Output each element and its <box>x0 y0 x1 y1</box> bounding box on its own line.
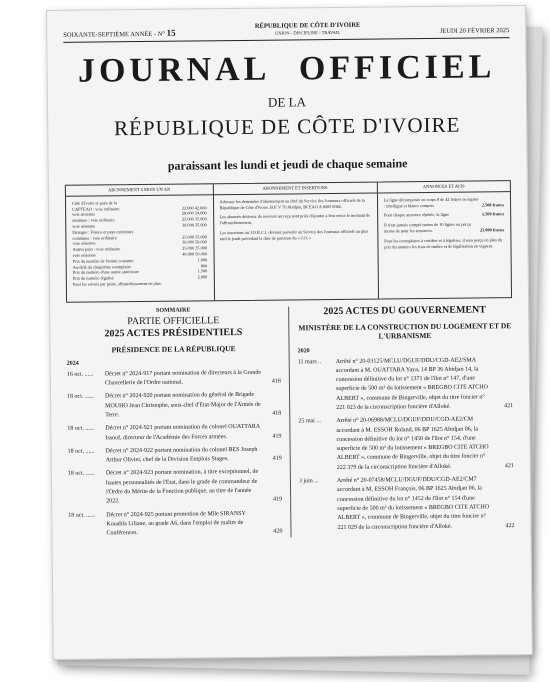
rate-1an: 35.000 <box>195 233 207 240</box>
rate-label: Pour les envois par poste, affranchissement en plus. <box>72 280 162 287</box>
rate-label: voie aérienne <box>72 252 96 258</box>
insertions-text-1: Adresser les demandes d'abonnement au chef du Service des Journaux officiels de la République de Côte d'Ivoire, B.P. V 70 Abidjan, BCEAO A 8005 0082. <box>219 197 365 210</box>
entry-date: 18 oct. ...... <box>67 393 94 401</box>
rate-6mois: 25.000 <box>182 234 195 240</box>
entry-text: Décret n° 2024-923 portant nomination, à titre exceptionnel, de hautes personnalités de l'Etat, dans le grade de commandeur de l'Ordre du Mérite de la Fonction publique, au titre de l'année 2022. <box>105 469 259 505</box>
entry-date: 18 oct. ...... <box>67 470 95 478</box>
annonce-rate-row <box>384 221 504 234</box>
entry-page: 421 <box>504 403 514 410</box>
entries-right <box>298 356 515 534</box>
entry-text: Décret n° 2024-920 portant nomination du général de Brigade MOUHO Jean Christophe, sous-chef d'Etat-Major de l'Armée de Terre. <box>105 392 261 419</box>
partie-officielle: PARTIE OFFICIELLE <box>127 314 220 327</box>
annonce-label: Pour chaque annonce répétée, la ligne <box>383 212 450 218</box>
rate-1an: 50.000 <box>195 251 208 257</box>
rate-label: voie aérienne <box>72 223 96 229</box>
presidence-heading: PRÉSIDENCE DE LA RÉPUBLIQUE <box>111 343 236 355</box>
insertions-column <box>212 182 377 300</box>
entry-page: 418 <box>271 378 281 385</box>
entry-page: 419 <box>272 455 282 462</box>
actes-gouvernement: 2025 ACTES DU GOUVERNEMENT <box>323 304 486 317</box>
journal-page <box>46 5 533 660</box>
entry-date: 18 oct. ...... <box>67 425 95 433</box>
entry-text: Décret n° 2024-925 portant promotion de Mlle SIRANSY Kouabla Liliane, au grade A6, dans l'emploi de maître de Conférences. <box>106 510 246 537</box>
rate-label: ommune : voie ordinaire <box>72 217 115 223</box>
rate-label: Etranger : France et pays extérieurs <box>72 228 134 235</box>
journal-title: JOURNAL OFFICIEL <box>77 48 496 90</box>
annonce-label: La ligne décomposée en corps 8 de 42 lettres ou signes : interligne et blancs compris <box>383 196 479 209</box>
entry-page: 419 <box>273 496 283 503</box>
rate-values <box>182 222 207 228</box>
rate-6mois: 25.000 <box>181 216 194 222</box>
rate-6mois: 40.000 <box>182 251 195 257</box>
annonces-column <box>377 181 511 298</box>
entry-date: 18 oct. ...... <box>67 448 95 455</box>
header-bar <box>63 20 509 42</box>
entry-text: Décret n° 2024-922 portant nomination du colonel BES Joseph Arthur Olivier, chef de la Division Emplois Stages. <box>105 446 258 464</box>
rate-label: Autres pays : voie ordinaire <box>72 246 121 252</box>
sommaire-entry <box>68 509 282 539</box>
entry-date: 16 oct. ...... <box>66 371 94 378</box>
country-name: RÉPUBLIQUE DE CÔTE D'IVOIRE <box>113 112 461 141</box>
entry-text: Décret n° 2024-917 portant nomination de directeurs à la Grande Chancellerie de l'Ordre national. <box>104 369 262 387</box>
sommaire-columns <box>66 304 514 539</box>
subscription-info-box <box>65 180 512 303</box>
entry-page: 420 <box>273 528 283 535</box>
rate-6mois: 28.000 <box>181 210 194 216</box>
insertions-text-2: Les abonnés désireux de recevoir un reçu sont priés d'ajouter à leur envoi le montant de l'affranchissement. <box>219 213 371 226</box>
entry-text: Arrêté n° 20-06988/MCLU/DGUF/DDU/CGD-AE2/CM accordant à M. ESSOH Roland, 06 BP 1625 Abidjan 06, la concession définitive du lot n° 1450 de l'îlot n° 154, d'une superficie de 500 m² du lotissement « BREGBO CITE ATCHO ALBERT », commune de Bingerville, objet du titre foncier n° 222 379 de la circonscription foncière d'Alloké. <box>336 416 489 471</box>
annonce-rate-row <box>384 212 504 219</box>
issue-text: SOIXANTE-SEPTIÈME ANNÉE - N° <box>63 30 166 39</box>
annonce-value: 25.000 francs <box>479 227 505 233</box>
insertions-text-3: Les insertions au J.O.R.C.I. devront parvenir au Service des Journaux officiels au plus tard le jeudi précédant la date de parution du « J.O. » <box>219 228 369 241</box>
entry-date: 3 juin ... <box>298 478 319 485</box>
annonces-rates <box>384 196 505 234</box>
abonnement-rates <box>72 199 207 287</box>
ministere-heading: MINISTÈRE DE LA CONSTRUCTION DU LOGEMENT ET DE L'URBANISME <box>298 320 512 341</box>
annonce-value: 1.500 francs <box>481 211 505 217</box>
year-label: 2024 <box>66 360 79 367</box>
sommaire-heading: SOMMAIRE <box>155 307 191 314</box>
abonnement-heading: ABONNEMENT 6 MOIS UN AN <box>66 184 213 197</box>
rate-label: Prix du numéro légalisé <box>72 275 114 281</box>
rate-label: CAPTEAO : voie ordinaire <box>72 205 120 212</box>
entry-text: Arrêté n° 20-03125/MCLU/DGUF/DDU/CGD-AE2/SMA accordant à M. OUATTARA Yaya, 14 BP 36 Abidjan 14, la concession définitive du lot n° 1371 de l'îlot n° 147, d'une superficie de 500 m² du lotissement « BREGBO CITE ATCHO ALBERT », commune de Bingerville, objet du titre foncier n° 221 023 de la circonscription foncière d'Alloké. <box>335 357 488 411</box>
annonces-heading: ANNONCES ET AVIS <box>378 181 510 193</box>
entries-left <box>67 368 283 539</box>
entry-page: 422 <box>505 522 515 529</box>
rate-1an: 2.000 <box>197 274 208 280</box>
de-la: DE LA <box>267 94 307 110</box>
rate-1an: 50.000 <box>195 239 207 245</box>
actes-presidentiels: 2025 ACTES PRÉSIDENTIELS <box>104 326 243 340</box>
left-column <box>66 306 291 539</box>
sommaire-entry <box>67 391 281 421</box>
annonce-label: Il n'est jamais compté moins de 10 lignes ou perçu moins de pour les annonces. <box>384 221 471 234</box>
rate-label: Prix du numéro de l'année courante <box>72 257 134 264</box>
annonce-rate-row <box>384 196 504 209</box>
rate-values <box>198 274 208 280</box>
rate-label: voie aérienne <box>72 211 96 218</box>
entry-page: 421 <box>504 462 514 469</box>
motto: UNION - DISCIPLINE - TRAVAIL <box>275 30 341 36</box>
entry-date: 11 mars .. <box>297 358 322 365</box>
rate-1an: 1.000 <box>197 257 208 263</box>
republic-name: RÉPUBLIQUE DE CÔTE D'IVOIRE <box>254 21 361 30</box>
rate-label: commune : voie ordinaire <box>72 234 117 241</box>
annonce-value: 2.500 francs <box>481 201 505 208</box>
entry-page: 418 <box>272 410 282 417</box>
sommaire-entry <box>68 468 282 507</box>
rate-6mois: 25.000 <box>182 245 195 251</box>
rate-label: Côte d'Ivoire et pays de la <box>71 200 117 206</box>
rate-1an: 35.000 <box>194 216 207 222</box>
rate-label: Au-delà du cinquième exemplaire <box>72 263 132 270</box>
rate-6mois: 30.000 <box>182 222 194 228</box>
abonnement-column <box>66 184 214 302</box>
rate-label: voie aérienne <box>72 240 96 247</box>
sommaire-entry <box>67 368 281 389</box>
rate-1an: 1.500 <box>197 268 208 274</box>
rate-1an: 34.000 <box>194 210 207 216</box>
sommaire-entry <box>299 475 515 533</box>
rate-1an: 35.000 <box>195 245 208 251</box>
rate-1an: 800 <box>200 262 208 268</box>
masthead <box>63 50 510 175</box>
sommaire-entry <box>67 423 281 444</box>
right-column <box>289 304 514 537</box>
issue-date: JEUDI 20 FÉVRIER 2025 <box>439 26 510 35</box>
sommaire-entry <box>298 356 514 414</box>
sommaire-entry <box>298 415 514 473</box>
rate-1an: 35.000 <box>194 222 207 228</box>
rate-6mois: 22.000 <box>181 205 194 211</box>
entry-page: 419 <box>272 433 282 440</box>
insertions-heading: ABONNEMENT ET INSERTIONS <box>213 182 376 195</box>
entry-text: Arrêté n° 20-07458/MCLU/DGUF/DDU/CGD-AE2/CM7 accordant à M. ESSOH François, 06 BP 1625 Abidjan 06, la concession définitive du lot n° 1452 de l'îlot n° 154 d'une superficie de 500 m² du lotissement « BREGBO CITE ATCHO ALBERT », commune de Bingerville, objet du titre foncier n° 221 029 de la circonscription foncière d'Alloké. <box>336 476 490 531</box>
year-label-right: 2020 <box>297 347 310 354</box>
sommaire-entry <box>68 445 282 466</box>
entry-date: 25 mai ... <box>298 418 321 425</box>
rate-6mois: 30.000 <box>182 239 195 245</box>
issue-label <box>63 27 175 38</box>
rate-1an: 42.000 <box>194 204 207 211</box>
rate-label: Prix du numéro d'une année antérieure <box>72 269 140 276</box>
schedule-line: paraissant les lundi et jeudi de chaque semaine <box>167 155 408 173</box>
annonces-note: Pour les exemplaires à certifier et à légaliser, il sera perçu en plus du prix du numéro les frais de timbre et de légalisation en vigueur. <box>384 237 503 250</box>
rate-row <box>73 280 208 287</box>
republic-header <box>255 22 361 37</box>
entry-date: 18 oct. ...... <box>68 512 96 519</box>
entry-text: Décret n° 2024-921 portant nomination du colonel OUATTARA Issouf, directeur de l'Académie des Forces armées. <box>105 424 260 441</box>
issue-number: 15 <box>166 27 176 38</box>
